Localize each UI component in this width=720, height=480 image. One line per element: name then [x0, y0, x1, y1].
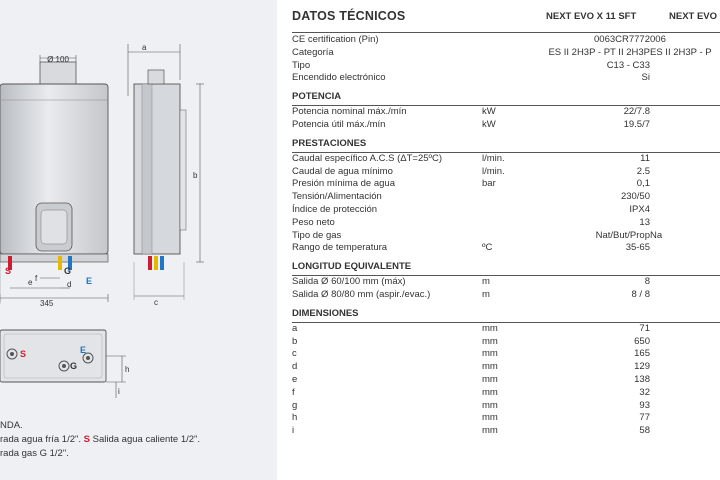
spec-value-model1: 230/50 [620, 191, 650, 203]
spec-row [292, 34, 720, 47]
spec-label: Tipo de gas [292, 229, 342, 241]
spec-value-model1: 11 [640, 152, 650, 164]
dim-h: h [125, 365, 130, 374]
spec-label: Peso neto [292, 216, 335, 228]
dim-b: b [193, 171, 198, 180]
legend-hot-water: Salida agua caliente 1/2". [90, 434, 201, 445]
width-label: 345 [40, 299, 54, 308]
dim-d: d [67, 280, 72, 289]
spec-value-model1: 77 [639, 412, 650, 424]
dim-i: i [118, 387, 120, 396]
spec-label: Salida Ø 80/80 mm (aspir./evac.) [292, 289, 431, 300]
spec-label: Índice de protección [292, 204, 378, 215]
spec-value-model1: 35-65 [625, 242, 650, 254]
spec-row [292, 204, 720, 217]
section-title: POTENCIA [292, 91, 342, 103]
spec-unit: m [482, 276, 490, 288]
specs-panel [277, 0, 720, 480]
spec-unit: mm [482, 399, 498, 411]
flue-pipe [40, 62, 76, 84]
legend-s-marker: S [83, 434, 90, 445]
spec-row [292, 412, 720, 425]
spec-label: g [292, 399, 298, 411]
spec-value-model1: 22/7.8 [623, 106, 650, 118]
spec-value-model1: IPX4 [629, 204, 650, 215]
spec-value-model1: 2.5 [636, 165, 650, 177]
spec-label: Tensión/Alimentación [292, 191, 382, 203]
spec-unit: mm [482, 322, 498, 334]
spec-row [292, 425, 720, 438]
heater-dimension-drawing [0, 0, 277, 480]
spec-value-model1: 165 [634, 348, 650, 360]
spec-label: b [292, 335, 298, 347]
spec-label: Encendido electrónico [292, 72, 386, 84]
marker-s: S [5, 266, 12, 276]
spec-label: Caudal de agua mínimo [292, 165, 393, 177]
spec-value-model1: 650 [634, 335, 650, 347]
page-title: DATOS TÉCNICOS [292, 9, 406, 23]
spec-row [292, 400, 720, 413]
spec-unit: mm [482, 425, 498, 437]
svg-text:S: S [20, 349, 27, 359]
spec-row [292, 348, 720, 361]
spec-label: i [292, 425, 295, 437]
dim-a: a [142, 43, 147, 52]
spec-row [292, 276, 720, 289]
spec-value-model1: 58 [639, 425, 650, 437]
spec-row [292, 289, 720, 302]
spec-value-model1: 19.5/7 [623, 119, 650, 130]
spec-value-model2: Na [650, 229, 663, 241]
spec-unit: mm [482, 386, 498, 398]
spec-label: Caudal específico A.C.S (ΔT=25ºC) [292, 152, 443, 164]
spec-row [292, 153, 720, 166]
spec-row [292, 119, 720, 132]
spec-row [292, 178, 720, 191]
spec-value-model1: 32 [639, 386, 650, 398]
spec-label: Potencia nominal máx./mín [292, 106, 407, 118]
diameter-label: Ø 100 [47, 55, 69, 64]
spec-value-model1: ES II 2H3P - PT II 2H3P [548, 46, 650, 58]
spec-label: f [292, 386, 295, 398]
marker-e: E [86, 276, 93, 286]
spec-row [292, 217, 720, 230]
spec-label: Potencia útil máx./mín [292, 119, 386, 130]
spec-value-model2: ES II 2H3P - P [650, 46, 712, 58]
spec-unit: kW [482, 119, 496, 130]
spec-row [292, 191, 720, 204]
spec-value-model1: C13 - C33 [606, 59, 650, 71]
spec-label: Tipo [292, 59, 311, 71]
model-header-1: NEXT EVO X 11 SFT [546, 11, 637, 22]
heater-bottom-view [0, 330, 106, 382]
spec-unit: l/min. [482, 165, 505, 177]
svg-text:G: G [70, 361, 78, 371]
spec-label: a [292, 322, 298, 334]
spec-row [292, 374, 720, 387]
spec-value-model1: 138 [634, 374, 650, 385]
divider [292, 32, 720, 33]
spec-unit: mm [482, 348, 498, 360]
spec-value-model1: 93 [639, 399, 650, 411]
spec-row [292, 336, 720, 349]
spec-row [292, 72, 720, 85]
marker-g: G [64, 266, 72, 276]
legend-line-1: NDA. [0, 420, 23, 431]
spec-value-model1: 0063CR7772 [594, 34, 650, 45]
section-title: LONGITUD EQUIVALENTE [292, 261, 412, 273]
spec-value-model1: Nat/But/Prop [595, 229, 650, 241]
section-title: DIMENSIONES [292, 307, 359, 319]
heater-side-body [134, 84, 180, 254]
diagram-panel [0, 0, 277, 480]
spec-row [292, 47, 720, 60]
spec-label: Categoría [292, 46, 334, 58]
svg-text:E: E [80, 345, 87, 355]
spec-unit: mm [482, 335, 498, 347]
spec-value-model2: 006 [650, 34, 666, 45]
spec-unit: mm [482, 374, 498, 385]
spec-label: e [292, 374, 298, 385]
spec-label: CE certification (Pin) [292, 34, 379, 45]
section-title: PRESTACIONES [292, 137, 367, 149]
spec-value-model1: Si [641, 72, 650, 84]
spec-value-model1: 8 / 8 [631, 289, 650, 300]
spec-row [292, 323, 720, 336]
model-header-2: NEXT EVO [669, 11, 718, 22]
spec-unit: kW [482, 106, 496, 118]
spec-unit: mm [482, 361, 498, 373]
spec-row [292, 60, 720, 73]
dim-f: f [35, 274, 38, 283]
spec-row [292, 166, 720, 179]
spec-row [292, 387, 720, 400]
spec-label: h [292, 412, 298, 424]
spec-label: Presión mínima de agua [292, 178, 395, 190]
spec-row [292, 106, 720, 119]
spec-unit: bar [482, 178, 496, 190]
spec-unit: ºC [482, 242, 493, 254]
spec-label: Salida Ø 60/100 mm (máx) [292, 276, 406, 288]
spec-unit: l/min. [482, 152, 505, 164]
spec-unit: mm [482, 412, 498, 424]
legend-line-2 [0, 434, 200, 445]
spec-row [292, 230, 720, 243]
spec-row [292, 361, 720, 374]
spec-unit: m [482, 289, 490, 300]
spec-value-model1: 129 [634, 361, 650, 373]
spec-value-model1: 8 [644, 276, 650, 288]
spec-label: d [292, 361, 298, 373]
gas-pipe [58, 256, 62, 270]
legend-line-3: rada gas G 1/2". [0, 448, 69, 459]
legend-cold-water: rada agua fría 1/2". [0, 434, 84, 445]
spec-value-model1: 13 [639, 216, 650, 228]
dim-e: e [28, 278, 33, 287]
spec-value-model1: 71 [639, 322, 650, 334]
spec-label: Rango de temperatura [292, 242, 388, 254]
spec-value-model1: 0,1 [636, 178, 650, 190]
dim-c: c [154, 298, 158, 307]
spec-row [292, 242, 720, 255]
spec-label: c [292, 348, 297, 360]
